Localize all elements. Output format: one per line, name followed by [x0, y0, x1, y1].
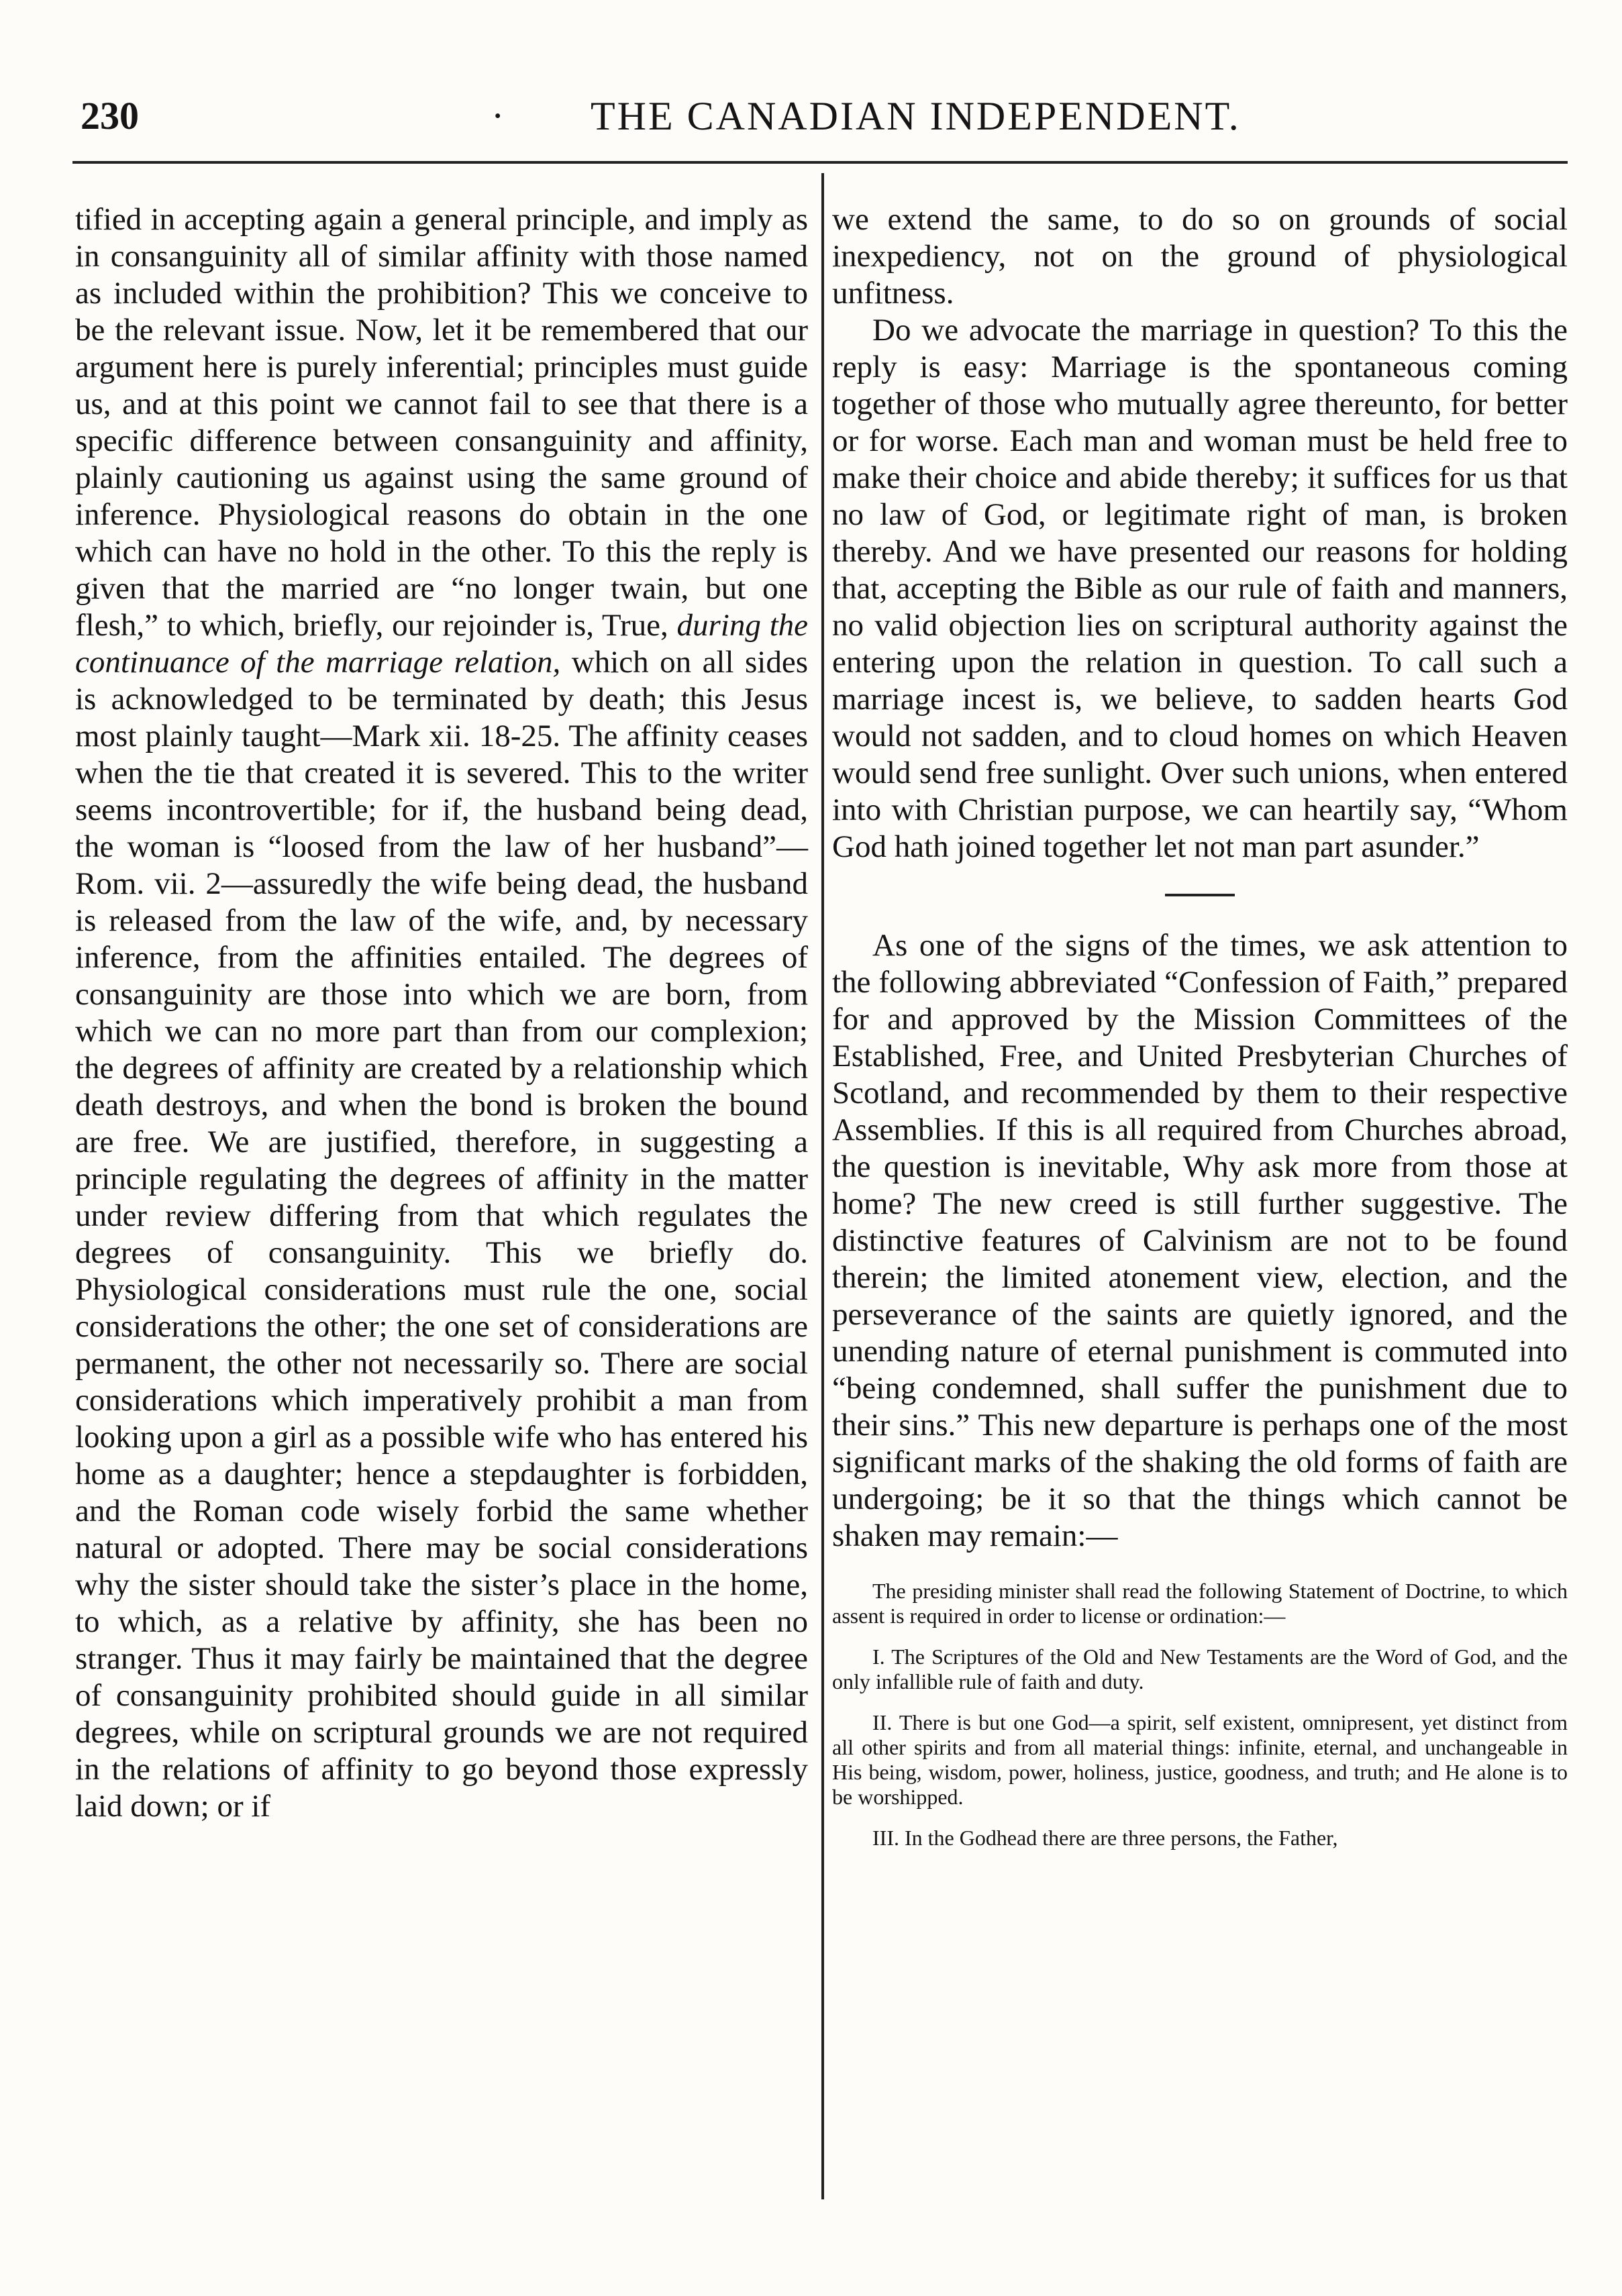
statement-article-2: II. There is but one God—a spirit, self existent, omnipresent, yet distinct from all other spirits and from all material things: infinite, eternal, and unchangeable in His being, wisdom, power, holiness, justice, goodness, and truth; and He alone is to be worshipped. — [832, 1710, 1568, 1809]
right-paragraph-2: Do we advocate the marriage in question? To this the reply is easy: Marriage is the spontaneous coming together of those who mutually agree thereunto, for better or for worse. Each man and woman must be held free to make their choice and abide thereby; it suffices for us that no law of God, or legitimate right of man, is broken thereby. And we have presented our reasons for holding that, accepting the Bible as our rule of faith and manners, no valid objection lies on scriptural authority against the entering upon the relation in question. To call such a marriage incest is, we believe, to sadden hearts God would not sadden, and to cloud homes on which Heaven would send free sunlight. Over such unions, when entered into with Christian purpose, we can heartily say, “Whom God hath joined together let not man part asunder.” — [832, 313, 1568, 864]
left-paragraph-text-b: which on all sides is acknowledged to be terminated by death; this Jesus most plainly taught—Mark xii. 18-25. The affinity ceases when the tie that created it is severed. This to the writer seems incontrovertible; for if, the husband being dead, the woman is “loosed from the law of her husband”—Rom. vii. 2—assuredly the wife being dead, the husband is released from the law of the wife, and, by necessary inference, from the affinities entailed. The degrees of consanguinity are those into which we are born, from which we can no more part than from our complexion; the degrees of affinity are created by a relationship which death destroys, and when the bond is broken the bound are free. We are justified, therefore, in suggesting a principle regulating the degrees of affinity in the matter under review differing from that which regulates the degrees of consanguinity. This we briefly do. Physiological considerations must rule the one, social considerations the other; the one set of considerations are permanent, the other not necessarily so. There are social considerations which imperatively prohibit a man from looking upon a girl as a possible wife who has entered his home as a daughter; hence a stepdaughter is forbidden, and the Roman code wisely forbid the same whether natural or adopted. There may be social considerations why the sister should take the sister’s place in the home, to which, as a relative by affinity, she has been no stranger. Thus it may fairly be maintained that the degree of consanguinity prohibited should guide in all similar degrees, while on scriptural grounds we are not required in the relations of affinity to go beyond those expressly laid down; or if — [75, 645, 809, 1824]
left-column — [75, 201, 808, 1825]
left-paragraph-italic: during the continuance of the marriage relation, — [75, 608, 808, 680]
section-divider — [1165, 894, 1235, 896]
header-separator: · — [491, 94, 505, 138]
right-column — [832, 201, 1568, 1850]
left-paragraph-text-a: tified in accepting again a general principle, and imply as in consanguinity all of similar affinity with those named as included within the prohibition? This we conceive to be the relevant issue. Now, let it be remembered that our argument here is purely inferential; principles must guide us, and at this point we cannot fail to see that there is a specific difference between consanguinity and affinity, plainly cautioning us against using the same ground of inference. Physiological reasons do obtain in the one which can have no hold in the other. To this the reply is given that the married are “no longer twain, but one flesh,” to which, briefly, our rejoinder is, True, — [75, 202, 808, 643]
page-header — [81, 86, 1523, 146]
statement-intro: The presiding minister shall read the following Statement of Doctrine, to which assent is required in order to license or ordination:— — [832, 1579, 1568, 1628]
column-divider — [821, 173, 824, 2199]
statement-article-3: III. In the Godhead there are three persons, the Father, — [872, 1826, 1338, 1850]
header-rule — [72, 161, 1568, 164]
running-head-title: THE CANADIAN INDEPENDENT. — [591, 94, 1241, 138]
page-number: 230 — [81, 94, 139, 138]
right-paragraph-3: As one of the signs of the times, we ask attention to the following abbreviated “Confession of Faith,” prepared for and approved by the Mission Committees of the Established, Free, and United Presbyterian Churches of Scotland, and recommended by them to their respective Assemblies. If this is all required from Churches abroad, the question is inevitable, Why ask more from those at home? The new creed is still further suggestive. The distinctive features of Calvinism are not to be found therein; the limited atonement view, election, and the perseverance of the saints are quietly ignored, and the unending nature of eternal punishment is commuted into “being condemned, shall suffer the punishment due to their sins.” This new departure is perhaps one of the most significant marks of the shaking the old forms of faith are undergoing; be it so that the things which cannot be shaken may remain:— — [832, 928, 1568, 1553]
right-paragraph-1: we extend the same, to do so on grounds of social inexpediency, not on the ground of physiological unfitness. — [832, 202, 1568, 311]
left-paragraph — [75, 201, 808, 1825]
statement-article-1: I. The Scriptures of the Old and New Testaments are the Word of God, and the only infallible rule of faith and duty. — [832, 1645, 1568, 1693]
